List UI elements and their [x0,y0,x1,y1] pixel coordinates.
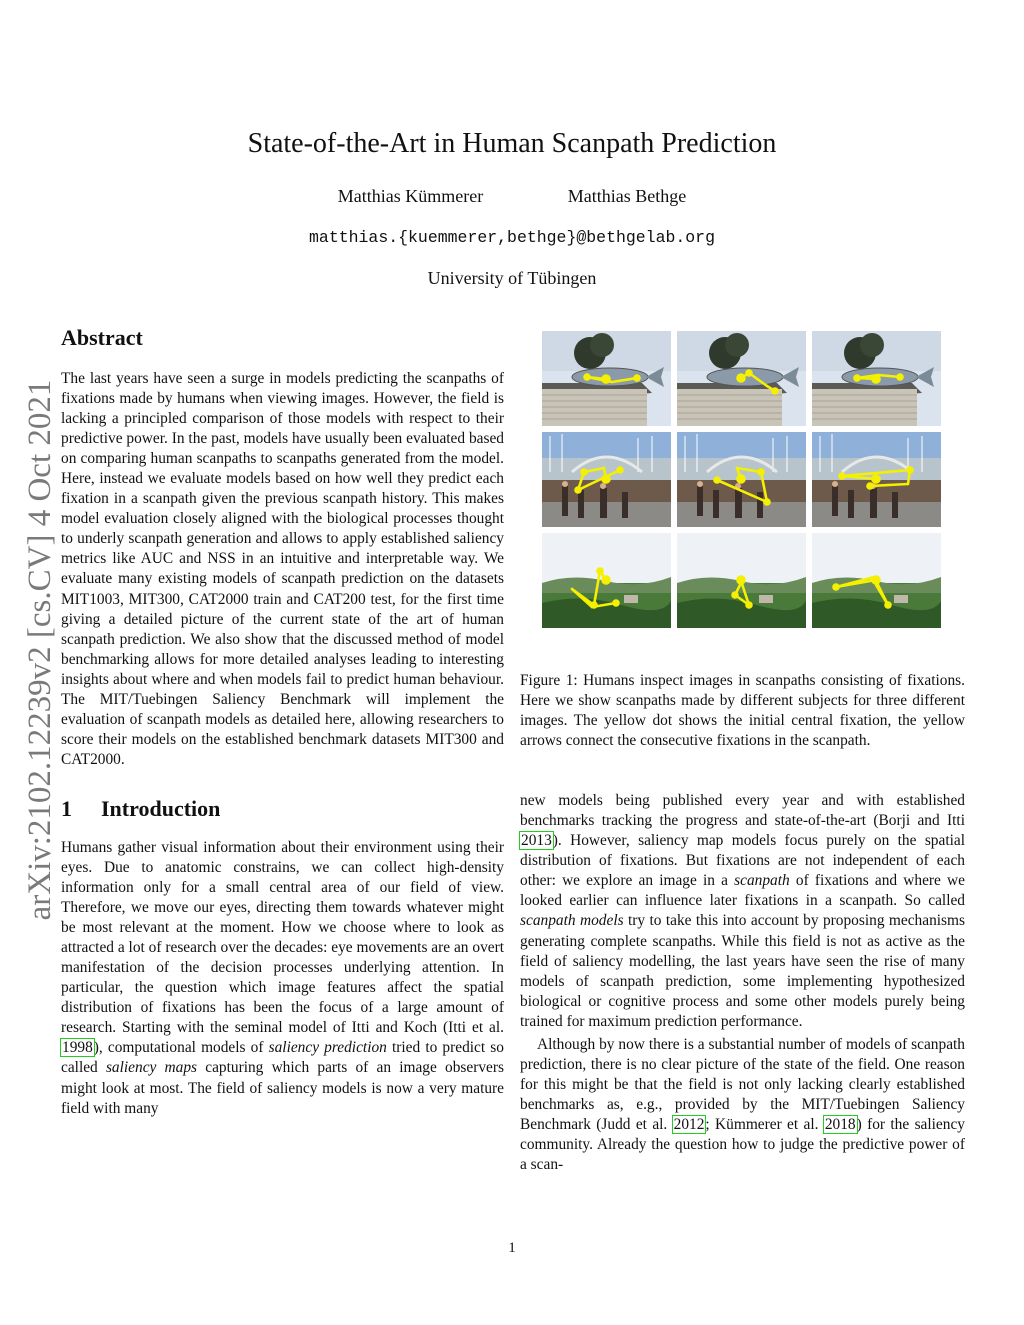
scanpath-image-landscape-3 [812,533,941,628]
paper-title: State-of-the-Art in Human Scanpath Prediction [247,128,777,159]
scanpath-image-harbor-2 [677,432,806,527]
citation-link[interactable]: 2018 [824,1115,856,1133]
scanpath-image-landscape-1 [542,533,671,628]
right-body-text [520,791,965,1175]
scanpath-image-landscape-2 [677,533,806,628]
citation-link[interactable]: 2013 [521,832,552,850]
author-name: Matthias Kümmerer [337,186,484,206]
scanpath-image-harbor-3 [812,432,941,527]
citation-link[interactable]: 1998 [62,1039,93,1057]
scanpath-figure [542,331,965,628]
figure-caption: Figure 1: Humans inspect images in scanpaths consisting of fixations. Here we show scanpaths made by different subjects for three different images. The yellow dot shows the initial central fixation, the yellow arrows connect the consecutive fixations in the scanpath. [520,672,965,750]
abstract-heading: Abstract [61,325,143,350]
author-name: Matthias Bethge [567,186,687,206]
left-column [61,325,504,1119]
section-heading [61,796,504,822]
right-column [520,325,965,1175]
body-paragraph: Although by now there is a substantial number of models of scanpath prediction, there is no clear picture of the state of the field. One reason for this might be that the field is not only lacking clearly established benchmarks as, e.g., provided by the MIT/Tuebingen Saliency Benchmark (Judd et al. 2012; Kümmerer et al. 2018) for the saliency community. Already the question how to judge the predictive power of a scan- [520,1035,965,1174]
section-number: 1 [61,795,72,821]
author-list [0,186,1024,207]
scanpath-image-harbor-1 [542,432,671,527]
arxiv-identifier: arXiv:2102.12239v2 [cs.CV] 4 Oct 2021 [22,379,58,921]
affiliation: University of Tübingen [427,268,597,288]
scanpath-image-fish-3 [812,331,941,426]
page-number: 1 [508,1240,516,1256]
intro-paragraph: Humans gather visual information about their environment using their eyes. Due to anatomic constrains, we can collect high-density information only for a small central area of our field of view. Therefore, we move our eyes, directing them towards whatever might be most relevant at the moment. How we choose where to look as attracted a lot of research over the decades: eye movements are an overt manifestation of the decision processes underlying attention. In particular, the question which image features affect the spatial distribution of fixations has been the focus of a large amount of research. Starting with the seminal model of Itti and Koch (Itti et al. 1998), computational models of saliency prediction tried to predict so called saliency maps capturing which parts of an image observers might look at most. The field of saliency models is now a very mature field with many [61,838,504,1117]
section-title: Introduction [101,795,221,821]
citation-link[interactable]: 2012 [673,1115,705,1133]
author-email: matthias.{kuemmerer,bethge}@bethgelab.org [309,228,715,247]
scanpath-image-fish-2 [677,331,806,426]
body-paragraph: new models being published every year and with established benchmarks tracking the progress and state-of-the-art (Borji and Itti 2013). However, saliency map models focus purely on the spatial distribution of fixations. But fixations are not independent of each other: we explore an image in a scanpath of fixations and where we looked earlier can influence later fixations in a scanpath. So called scanpath models try to take this into account by proposing mechanisms generating complete scanpaths. While this field is not as active as the field of saliency modelling, the last years have seen the rise of many models of scanpath prediction, some implementing hypothesized biological or cognitive process and some other models purely being trained for maximum prediction performance. [520,792,965,1030]
scanpath-image-fish-1 [542,331,671,426]
abstract-text: The last years have seen a surge in models predicting the scanpaths of fixations made by humans when viewing images. However, the field is lacking a principled comparison of those models with respect to their predictive power. In the past, models have usually been evaluated based on comparing human scanpaths to scanpaths generated from the model. Here, instead we evaluate models based on how well they predict each fixation in a scanpath given the previous scanpath history. This makes model evaluation closely aligned with the biological processes thought to underly scanpath generation and allows to apply established saliency metrics like AUC and NSS in an intuitive and interpretable way. We evaluate many existing models of scanpath prediction on the datasets MIT1003, MIT300, CAT2000 train and CAT200 test, for the first time giving a detailed picture of the current state of the art of human scanpath prediction. We also show that the discussed method of model benchmarking allows for more detailed analyses leading to interesting insights about where and when models fail to predict human behaviour. The MIT/Tuebingen Saliency Benchmark will implement the evaluation of scanpath models as detailed here, allowing researchers to score their models on the established benchmark datasets MIT300 and CAT2000. [61,370,504,768]
